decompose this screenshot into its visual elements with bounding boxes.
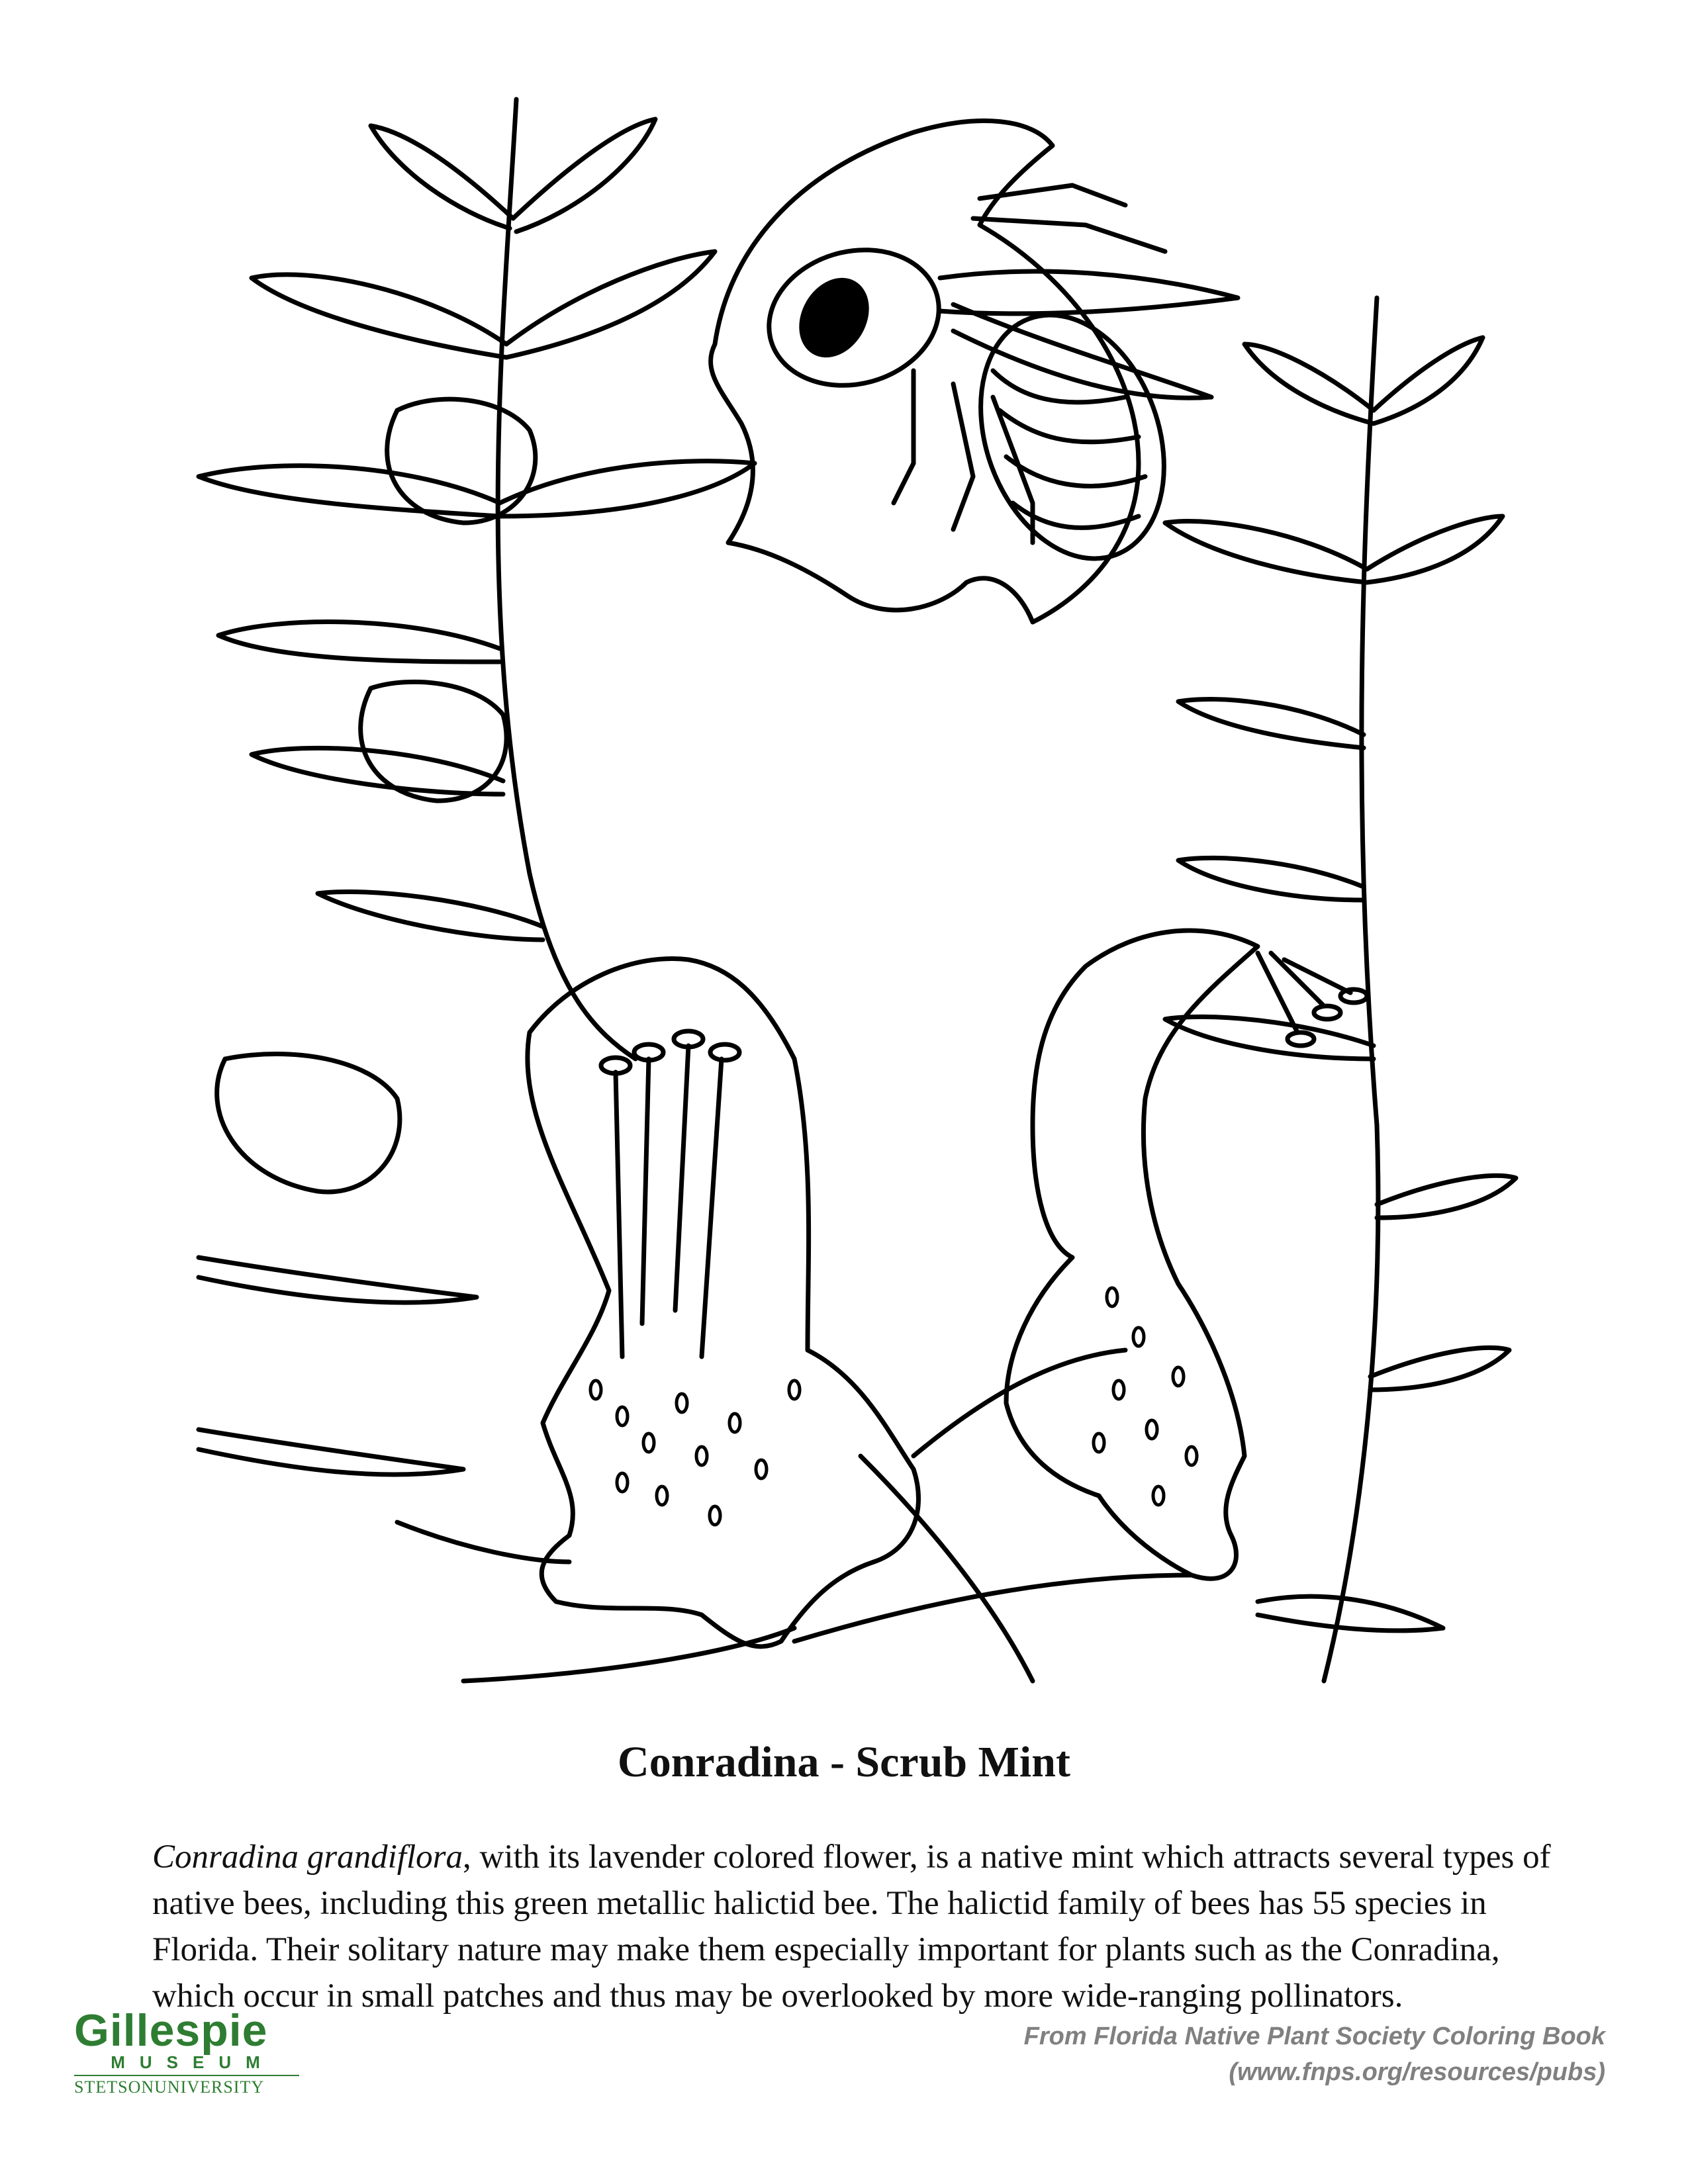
- page-title: Conradina - Scrub Mint: [618, 1738, 1070, 1786]
- logo-subtitle: MUSEUM: [111, 2052, 275, 2072]
- right-leaves: [1165, 338, 1516, 1390]
- logo-university: STETSONUNIVERSITY: [74, 2075, 299, 2097]
- credit-line-1: From Florida Native Plant Society Coloring Book: [1023, 2023, 1605, 2050]
- flower-spots-left: [590, 1381, 800, 1525]
- logo-name: Gillespie: [74, 2005, 268, 2056]
- top-flower: [711, 121, 1139, 622]
- description-text: , with its lavender colored flower, is a native mint which attracts several types of native bees, including this green metallic halictid bee. The halictid family of bees has 55 species in Florida. Their solitary nature may make them especially important for plants such as the Conradina, which occur in small patches and thus may be overlooked by more wide-ranging pollinators.: [152, 1839, 1551, 2015]
- stamens-left: [601, 1031, 739, 1357]
- gillespie-museum-logo: [74, 2005, 299, 2097]
- lower-right-flower: [1006, 931, 1258, 1578]
- flower-spots-right: [1094, 1288, 1197, 1505]
- lower-leaves: [199, 1257, 1443, 1681]
- stamens-right: [1258, 953, 1367, 1046]
- left-leaves: [199, 119, 755, 940]
- left-stem: [498, 99, 635, 1059]
- description: [152, 1834, 1556, 2019]
- species-name: Conradina grandiflora: [152, 1839, 463, 1876]
- credit-line-2: (www.fnps.org/resources/pubs): [1229, 2058, 1605, 2086]
- source-credit: [1024, 2019, 1605, 2090]
